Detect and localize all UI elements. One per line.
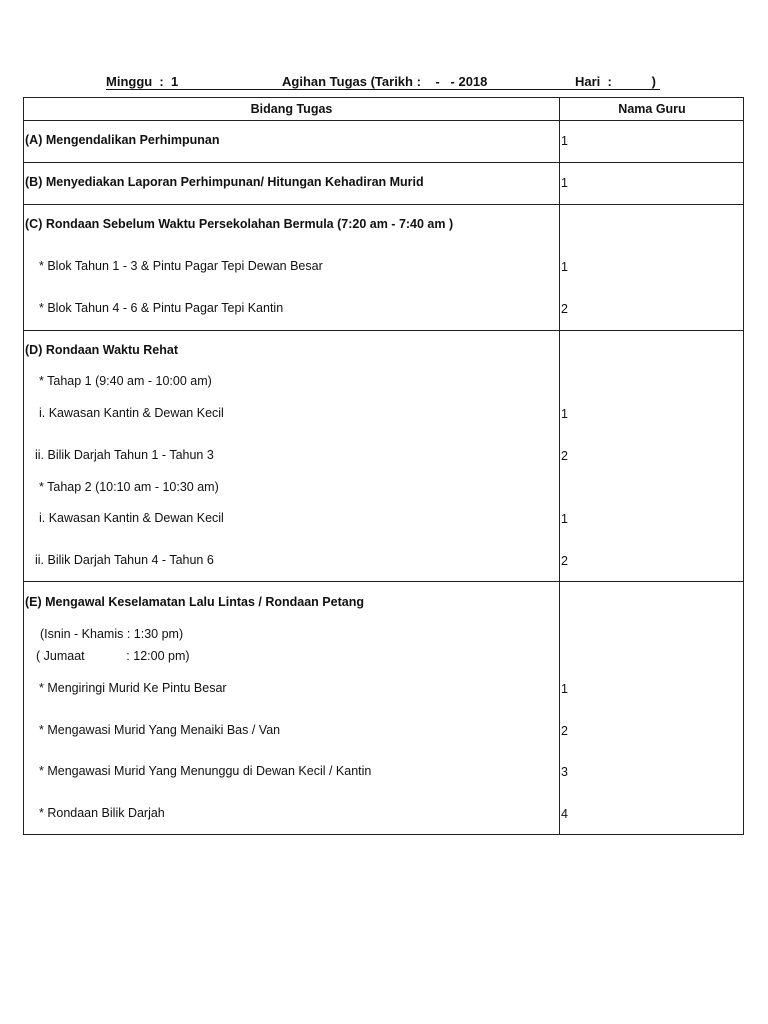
section-d-title: (D) Rondaan Waktu Rehat [25,343,179,357]
column-header-nama-guru: Nama Guru [618,102,686,116]
section-c-item: * Blok Tahun 4 - 6 & Pintu Pagar Tepi Kantin [39,301,284,315]
section-a-title: (A) Mengendalikan Perhimpunan [25,133,220,147]
section-b-guru-number: 1 [561,176,568,190]
section-e-item: * Mengawasi Murid Yang Menaiki Bas / Van [39,723,281,737]
document-header [0,74,768,92]
section-d-tahap2-guru-number: 2 [561,554,568,568]
section-d-tahap2-guru-number: 1 [561,512,568,526]
section-e-item: * Mengawasi Murid Yang Menunggu di Dewan Kecil / Kantin [39,764,372,778]
section-e-item-guru-number: 4 [561,807,568,821]
column-divider [559,98,560,834]
section-d-tahap1-guru-number: 1 [561,407,568,421]
section-d-tahap1-item: i. Kawasan Kantin & Dewan Kecil [39,406,224,420]
row-divider [24,162,743,163]
section-e-time-isnin-khamis: (Isnin - Khamis : 1:30 pm) [40,627,184,641]
section-e-item: * Mengiringi Murid Ke Pintu Besar [39,681,227,695]
section-d-tahap-1: * Tahap 1 (9:40 am - 10:00 am) [39,374,212,388]
section-c-item: * Blok Tahun 1 - 3 & Pintu Pagar Tepi Dewan Besar [39,259,323,273]
section-d-tahap1-guru-number: 2 [561,449,568,463]
duty-table [23,97,744,835]
section-e-item: * Rondaan Bilik Darjah [39,806,165,820]
header-minggu: Minggu : 1 [106,74,179,89]
row-divider [24,330,743,331]
section-a-guru-number: 1 [561,134,568,148]
section-c-title: (C) Rondaan Sebelum Waktu Persekolahan Bermula (7:20 am - 7:40 am ) [25,217,454,231]
section-e-item-guru-number: 2 [561,724,568,738]
section-c-item-guru-number: 2 [561,302,568,316]
section-d-tahap1-item: ii. Bilik Darjah Tahun 1 - Tahun 3 [35,448,214,462]
section-e-item-guru-number: 1 [561,682,568,696]
row-divider [24,581,743,582]
section-d-tahap-2: * Tahap 2 (10:10 am - 10:30 am) [39,480,219,494]
section-c-item-guru-number: 1 [561,260,568,274]
section-e-item-guru-number: 3 [561,765,568,779]
header-underline [106,89,660,90]
section-b-title: (B) Menyediakan Laporan Perhimpunan/ Hitungan Kehadiran Murid [25,175,424,189]
column-header-bidang-tugas: Bidang Tugas [250,102,333,116]
section-e-title: (E) Mengawal Keselamatan Lalu Lintas / Rondaan Petang [25,595,364,609]
row-divider [24,120,743,121]
section-e-time-jumaat: ( Jumaat : 12:00 pm) [36,649,190,663]
section-d-tahap2-item: i. Kawasan Kantin & Dewan Kecil [39,511,224,525]
section-d-tahap2-item: ii. Bilik Darjah Tahun 4 - Tahun 6 [35,553,214,567]
row-divider [24,204,743,205]
header-hari: Hari : ) [575,74,656,89]
header-agihan-tugas: Agihan Tugas (Tarikh : - - 2018 [282,74,488,89]
